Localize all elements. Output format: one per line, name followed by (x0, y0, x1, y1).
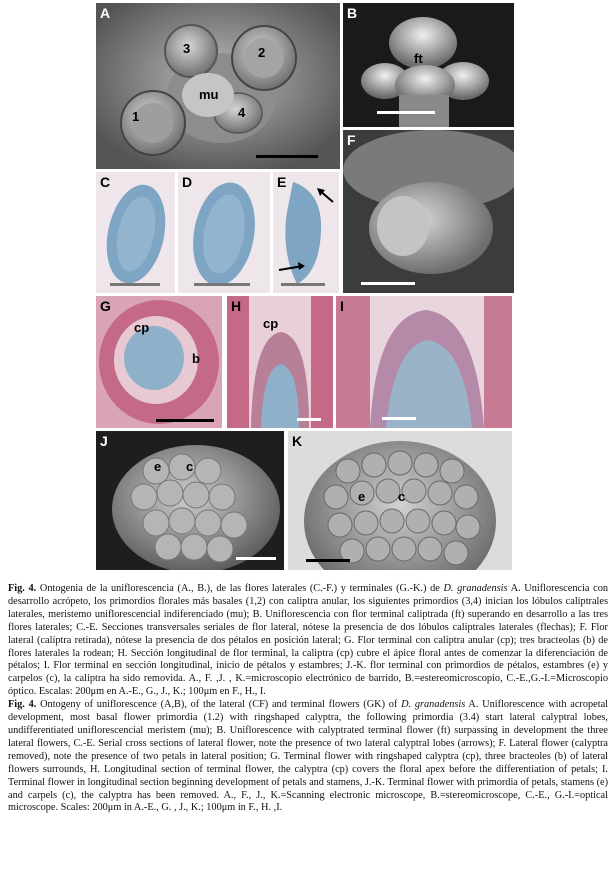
panel-a-image (96, 3, 340, 169)
label-c: c (186, 459, 194, 474)
scale-bar (306, 559, 350, 562)
caption-en-fig: Fig. 4. (8, 699, 37, 711)
label-ft: ft (414, 51, 423, 66)
panel-j-letter: J (100, 433, 108, 449)
label-1: 1 (132, 109, 140, 124)
caption-es-text-2: A. Uniflorescencia con desarrollo acrópeto, los primordios florales más basales (1,2) con caliptra anular, los siguientes primordios (3,4) inician los lóbulos caliptrales laterales, meristemo uniflorescencial indiferenciado (mu); B. Uniflorescencia con flor terminal caliptrada (ft) superando en desarrollo a las tres flores laterales; C.-E. Secciones transversales seriales de flor lateral, nótese la presencia de dos lóbulos caliptrales laterales (flechas); F. Flor lateral (calíptra retirada), nótese la presencia de dos pétalos en posición lateral; G. Flor terminal con caliptra anular (cp); tres bracteolas (b) de flores laterales la rodean; H. Sección longitudinal de flor terminal, la caliptra (cp) cubre el ápice floral antes de comenzar la diferenciación de pétalos; I. Flor terminal en sección longitudinal, inicio de pétalos y estambres; J.-K. flor terminal con primordios de pétalos, estambres (e) y carpelos (c), la caliptra ha sido removida. A., F. ,J. , K.=microscopio electrónico de barrido, B.=estereomicroscopio, C.-E.,G.-I.=Microscopio óptico. Escalas: 200μm en A.-E., G., J., K.; 100μm en F., H., I. (8, 583, 609, 698)
panel-i-image (336, 296, 512, 428)
panel-f (343, 130, 514, 293)
caption-en-species: D. granadensis (401, 699, 466, 711)
panel-a-letter: A (100, 5, 111, 21)
panel-c-image (96, 172, 175, 293)
caption-es-fig: Fig. 4. (8, 583, 37, 594)
panel-g (96, 296, 222, 428)
caption-es-text-1: Ontogenia de la uniflorescencia (A., B.), de las flores laterales (C.-F.) y terminales (G.-K.) de (36, 583, 444, 594)
panel-h (227, 296, 333, 428)
panel-j (96, 431, 284, 570)
label-3: 3 (183, 41, 191, 56)
scale-bar (382, 417, 416, 420)
label-mu: mu (199, 87, 219, 102)
scale-bar (256, 155, 318, 158)
panel-b (343, 3, 514, 127)
panel-i-letter: I (340, 298, 344, 314)
panel-j-image (96, 431, 284, 570)
panel-e-letter: E (277, 174, 287, 190)
label-b: b (192, 351, 200, 366)
label-4: 4 (238, 105, 246, 120)
figure-caption (8, 583, 608, 815)
panel-f-image (343, 130, 514, 293)
panel-i (336, 296, 512, 428)
caption-es-species: D. granadensis (443, 583, 508, 594)
label-e: e (358, 489, 366, 504)
label-e: e (154, 459, 162, 474)
panel-e-image (273, 172, 339, 293)
label-cp: cp (134, 320, 150, 335)
scale-bar (361, 282, 415, 285)
panel-d-image (178, 172, 270, 293)
scale-bar (156, 419, 214, 422)
panel-e (273, 172, 339, 293)
panel-f-letter: F (347, 132, 356, 148)
panel-c (96, 172, 175, 293)
panel-h-image (227, 296, 333, 428)
panel-d-letter: D (182, 174, 193, 190)
panel-b-image (343, 3, 514, 127)
scale-bar (194, 283, 250, 286)
panel-h-letter: H (231, 298, 242, 314)
scale-bar (281, 283, 325, 286)
caption-en-text-1: Ontogeny of uniflorescence (A,B), of the lateral (CF) and terminal flowers (GK) of (36, 699, 402, 711)
label-c: c (398, 489, 406, 504)
panel-g-image (96, 296, 222, 428)
panel-d (178, 172, 270, 293)
label-2: 2 (258, 45, 266, 60)
caption-spanish (8, 583, 608, 699)
panel-b-letter: B (347, 5, 358, 21)
scale-bar (110, 283, 160, 286)
scale-bar (377, 111, 435, 114)
panel-c-letter: C (100, 174, 111, 190)
panel-k-letter: K (292, 433, 303, 449)
scale-bar (236, 557, 276, 560)
panel-a (96, 3, 340, 169)
panel-k (288, 431, 512, 570)
scale-bar (297, 418, 321, 421)
caption-en-text-2: A. Uniflorescence with acropetal development, most basal flower primordia (1.2) with ringshaped calyptra, the following primordia (3.4) start lateral calyptral lobes, undifferentiated uniflorescencial meristem (mu); B. Uniflorescence with calyptrated terminal flower (ft) surpassing in development the three lateral flowers, C.-E. Serial cross sections of lateral flower, note the presence of two lateral calyptral lobes (arrows); F. Lateral flower (calyptra removed), note the presence of two petals in lateral position; G. Terminal flower with ringshaped calyptra (cp), three bracteoles (b) of lateral flowers surrounds, H. Longitudinal section of terminal flower, the calyptra (cp) covers the floral apex before the differentiation of petals; I. Terminal flower in longitudinal section beginning development of petals and stamens, J.-K. Terminal flower with primordia of petals, stamens (e) and carpels (c), the calyptra has been removed. A., F., J., K.=Scanning electronic microscope, B.=stereomicroscope, C.-E., G.-I.=optical microscope. Scales: 200μm in A.-E., G. , J., K.; 100μm in F., H. ,I. (8, 699, 609, 814)
label-cp: cp (263, 316, 279, 331)
panel-g-letter: G (100, 298, 111, 314)
caption-english (8, 699, 608, 815)
